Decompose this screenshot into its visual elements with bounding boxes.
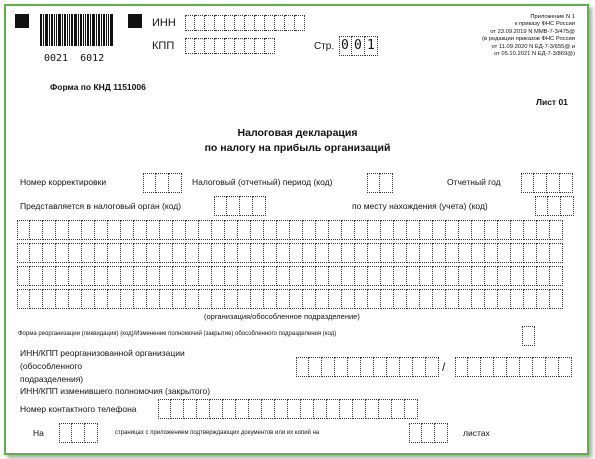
org-name-row-1[interactable] [17, 220, 563, 240]
inn-field[interactable] [185, 15, 305, 31]
org-name-row-3[interactable] [17, 266, 563, 286]
form-title-line2: по налогу на прибыль организаций [204, 142, 391, 154]
changed-inn-kpp-label: ИНН/КПП изменившего полномочия (закрытого) [20, 386, 211, 396]
page-digit-2: 0 [354, 38, 362, 53]
sheets-count-field[interactable] [409, 423, 448, 443]
page-label: Стр. [314, 41, 335, 52]
submitted-to-field[interactable] [214, 196, 266, 216]
inn-kpp-separator: / [442, 360, 446, 374]
reorg-inn-field[interactable] [296, 357, 439, 377]
page-digit-3: 1 [367, 38, 375, 53]
location-label: по месту нахождения (учета) (код) [352, 201, 488, 211]
barcode [40, 14, 114, 46]
correction-number-field[interactable] [143, 173, 182, 193]
org-name-row-4[interactable] [17, 289, 563, 309]
kpp-label: КПП [152, 40, 175, 52]
pages-text: страницах с приложением подтверждающих документов или их копий на [115, 430, 320, 436]
form-code: Форма по КНД 1151006 [50, 82, 146, 92]
on-label: На [33, 428, 44, 438]
report-year-label: Отчетный год [447, 177, 501, 187]
org-caption: (организация/обособленное подразделение) [204, 312, 360, 321]
submitted-to-label: Представляется в налоговый орган (код) [20, 201, 182, 211]
correction-number-label: Номер корректировки [20, 177, 107, 187]
inn-label: ИНН [152, 17, 176, 29]
marker-top-left [15, 14, 29, 28]
pages-count-field[interactable] [59, 423, 98, 443]
reorg-kpp-field[interactable] [455, 357, 572, 377]
sheets-label: листах [463, 428, 490, 438]
phone-field[interactable] [158, 399, 418, 419]
location-field[interactable] [535, 196, 574, 216]
form-title-line1: Налоговая декларация [237, 127, 358, 139]
org-name-row-2[interactable] [17, 243, 563, 263]
tax-period-label: Налоговый (отчетный) период (код) [192, 177, 333, 187]
page-digit-1: 0 [341, 38, 349, 53]
sheet-label: Лист 01 [536, 97, 568, 107]
barcode-number: 0021 6012 [44, 53, 105, 64]
phone-label: Номер контактного телефона [20, 404, 137, 414]
tax-period-field[interactable] [367, 173, 393, 193]
reorg-inn-kpp-label-1: ИНН/КПП реорганизованной организации [20, 348, 185, 358]
reorg-form-label: Форма реорганизации (ликвидация) (код)/Изменение полномочий (закрытие) обособленного подразделения (код) [18, 331, 337, 337]
kpp-field[interactable] [185, 38, 275, 54]
report-year-field[interactable] [521, 173, 573, 193]
appendix-note: Приложение N 1 к приказу ФНС России от 23.09.2019 N ММВ-7-3/475@ (в редакции приказов ФНС России от 11.09.2020 N ЕД-7-3/655@ и от 05.10.2021 N ЕД-7-3/869@) [482, 14, 575, 58]
marker-top-center [128, 14, 142, 28]
reorg-inn-kpp-label-3: подразделения) [20, 374, 84, 384]
reorg-inn-kpp-label-2: (обособленного [20, 361, 83, 371]
reorg-form-field[interactable] [522, 326, 535, 346]
